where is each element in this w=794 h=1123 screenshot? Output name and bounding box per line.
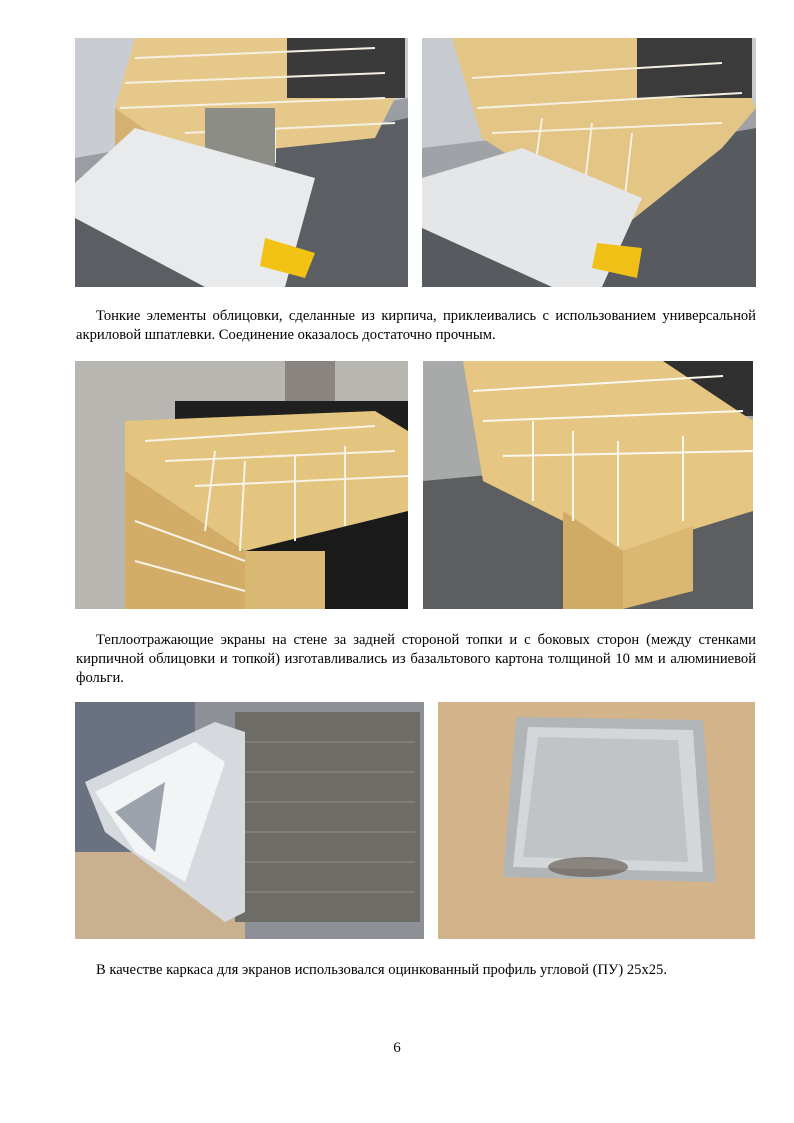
page-number: 6: [393, 1040, 401, 1056]
photo-foil-wrapped-basalt-board: [75, 702, 424, 939]
paragraph-2: Теплоотражающие экраны на стене за задней стороной топки и с боковых сторон (между стенками кирпичной облицовки и топкой) изготавливались из базальтового картона толщиной 10 мм и алюминиевой фольги.: [76, 632, 756, 686]
photo-foil-covered-screen: [438, 702, 755, 939]
photo-brick-corner-closeup: [423, 361, 753, 609]
paragraph-3: В качестве каркаса для экранов использовался оцинкованный профиль угловой (ПУ) 25х25.: [96, 962, 667, 978]
photo-brick-facing-with-board: [75, 38, 408, 287]
paragraph-1: Тонкие элементы облицовки, сделанные из кирпича, приклеивались с использованием универсальной акриловой шпатлевки. Соединение оказалось достаточно прочным.: [76, 308, 756, 343]
photo-firebox-brick-corner: [75, 361, 408, 609]
photo-brick-facing-glued: [422, 38, 756, 287]
